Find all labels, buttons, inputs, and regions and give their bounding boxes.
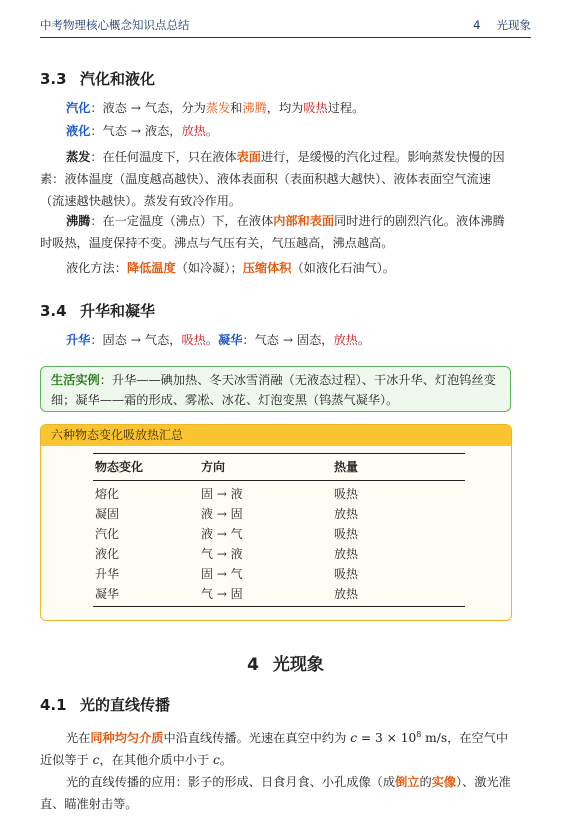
text: ，在其他介质中小于 [99, 753, 214, 768]
highlight-inverted: 倒立 [395, 775, 420, 789]
summary-box-title: 六种物态变化吸放热汇总 [41, 425, 511, 446]
section-number: 4.1 [40, 696, 67, 714]
table-row [93, 544, 465, 564]
text: ）、激光准直、瞄准射击等。 [40, 775, 511, 811]
table-cell: 气 → 液 [201, 547, 243, 561]
table-cell: 固 → 气 [201, 567, 243, 581]
table-cell: 液 → 固 [201, 507, 243, 521]
math-c: c [350, 731, 358, 746]
term-sublimation: 升华 [66, 333, 91, 347]
table-cell: 凝固 [95, 507, 120, 521]
text: 光在 [66, 731, 91, 746]
chapter-number: 4 [247, 655, 259, 675]
highlight-boiling: 沸腾 [242, 101, 267, 115]
table-cell: 液化 [95, 547, 120, 561]
vaporization-line [40, 97, 512, 119]
table-header-row [93, 457, 465, 477]
math-c: c [213, 753, 220, 768]
table-cell: 固 → 液 [201, 487, 243, 501]
table-row [93, 584, 465, 604]
term-boiling: 沸腾 [66, 214, 91, 228]
table-row [93, 524, 465, 544]
liquefaction-line [40, 120, 512, 142]
table-cell: 吸热 [334, 487, 359, 501]
table-top-rule [93, 453, 465, 454]
text: 的 [419, 775, 432, 789]
light-straight-line-paragraph [40, 724, 512, 771]
highlight-real-image: 实像 [431, 775, 456, 789]
text: 同时进行的剧烈汽化。液体沸腾时吸热，温度保持不变。沸点与气压有关，气压越高，沸点越高。 [40, 214, 505, 250]
table-row [93, 564, 465, 584]
term-vaporization: 汽化 [66, 101, 91, 115]
text: ：在任何温度下，只在液体 [90, 150, 237, 164]
section-number: 3.4 [40, 302, 67, 320]
life-examples-label: 生活实例 [51, 373, 100, 387]
table-cell: 吸热 [334, 527, 359, 541]
text: ：液态 → 气态，分为 [90, 101, 206, 115]
evaporation-paragraph [40, 146, 512, 212]
header-chapter-title: 光现象 [496, 18, 531, 32]
header-chapter-number: 4 [473, 18, 481, 32]
text: 。 [205, 124, 219, 138]
table-bottom-rule [93, 606, 465, 607]
highlight-uniform-medium: 同种均匀介质 [90, 731, 164, 746]
section-title: 光的直线传播 [80, 696, 171, 714]
header-cell: 物态变化 [95, 460, 144, 474]
section-number: 3.3 [40, 70, 67, 88]
table-cell: 气 → 固 [201, 587, 243, 601]
section-3-3-heading [40, 68, 155, 89]
text: ，均为 [266, 101, 304, 115]
section-title: 升华和凝华 [80, 302, 156, 320]
term-deposition: 凝华 [218, 333, 243, 347]
text: 中沿直线传播。光速在真空中约为 [163, 731, 351, 746]
highlight-evaporation: 蒸发 [205, 101, 231, 115]
table-row [93, 504, 465, 524]
header-chapter [473, 17, 531, 33]
table-cell: 吸热 [334, 567, 359, 581]
chapter-title: 光现象 [272, 655, 324, 675]
header-book-title: 中考物理核心概念知识点总结 [40, 18, 190, 32]
text: ：气态 → 固态， [242, 333, 334, 347]
highlight-absorb-heat: 吸热 [303, 101, 328, 115]
highlight-release-heat: 放热 [181, 124, 206, 138]
highlight-absorb-heat: 吸热 [181, 333, 206, 347]
text: （如液化石油气）。 [291, 261, 396, 275]
boiling-paragraph [40, 210, 512, 254]
text: 。 [357, 333, 371, 347]
text: m/s，在空气中近似等于 [40, 731, 509, 768]
section-3-4-heading [40, 300, 155, 321]
text: ：固态 → 气态， [90, 333, 182, 347]
table-cell: 放热 [334, 587, 359, 601]
text: 。 [205, 333, 219, 347]
table-cell: 熔化 [95, 487, 120, 501]
section-title: 汽化和液化 [80, 70, 156, 88]
text: ：在一定温度（沸点）下，在液体 [90, 214, 274, 228]
exponent: 8 [416, 730, 422, 739]
header-cell: 热量 [334, 460, 359, 474]
text: ：气态 → 液态， [90, 124, 182, 138]
header-cell: 方向 [201, 460, 226, 474]
text: = 3 × 10 [357, 731, 417, 746]
page-header [40, 17, 531, 38]
light-applications-paragraph [40, 771, 512, 815]
text: 光的直线传播的应用：影子的形成、日食月食、小孔成像（成 [66, 775, 396, 789]
term-evaporation: 蒸发 [66, 150, 91, 164]
text: 进行，是缓慢的汽化过程。影响蒸发快慢的因素：液体温度（温度越高越快）、液体表面积（表面积越大越快）、液体表面空气流速（流速越快越快）。蒸发有致冷作用。 [40, 150, 505, 208]
term-liquefaction: 液化 [66, 124, 91, 138]
table-cell: 凝华 [95, 587, 120, 601]
highlight-surface: 表面 [236, 150, 261, 164]
sublimation-line [40, 329, 512, 351]
text: 液化方法： [66, 261, 127, 275]
table-cell: 升华 [95, 567, 120, 581]
highlight-compress-volume: 压缩体积 [242, 261, 292, 275]
highlight-release-heat: 放热 [333, 333, 358, 347]
text: 过程。 [327, 101, 365, 115]
math-c: c [92, 753, 100, 768]
highlight-lower-temperature: 降低温度 [126, 261, 176, 275]
liquefaction-methods [40, 257, 512, 279]
table-cell: 汽化 [95, 527, 120, 541]
table-mid-rule [93, 480, 465, 481]
table-row [93, 484, 465, 504]
table-cell: 液 → 气 [201, 527, 243, 541]
highlight-inside-and-surface: 内部和表面 [273, 214, 335, 228]
chapter-4-heading [0, 650, 571, 675]
text: 。 [219, 753, 233, 768]
life-examples-text: ：升华——碘加热、冬天冰雪消融（无液态过程）、干冰升华、灯泡钨丝变细；凝华——霜的形成、雾凇、冰花、灯泡变黑（钨蒸气凝华）。 [51, 373, 496, 407]
text: 和 [230, 101, 243, 115]
summary-box [40, 424, 512, 621]
life-examples-box [40, 366, 511, 412]
table-cell: 放热 [334, 507, 359, 521]
text: （如冷凝）； [175, 261, 243, 275]
section-4-1-heading [40, 694, 170, 715]
table-cell: 放热 [334, 547, 359, 561]
